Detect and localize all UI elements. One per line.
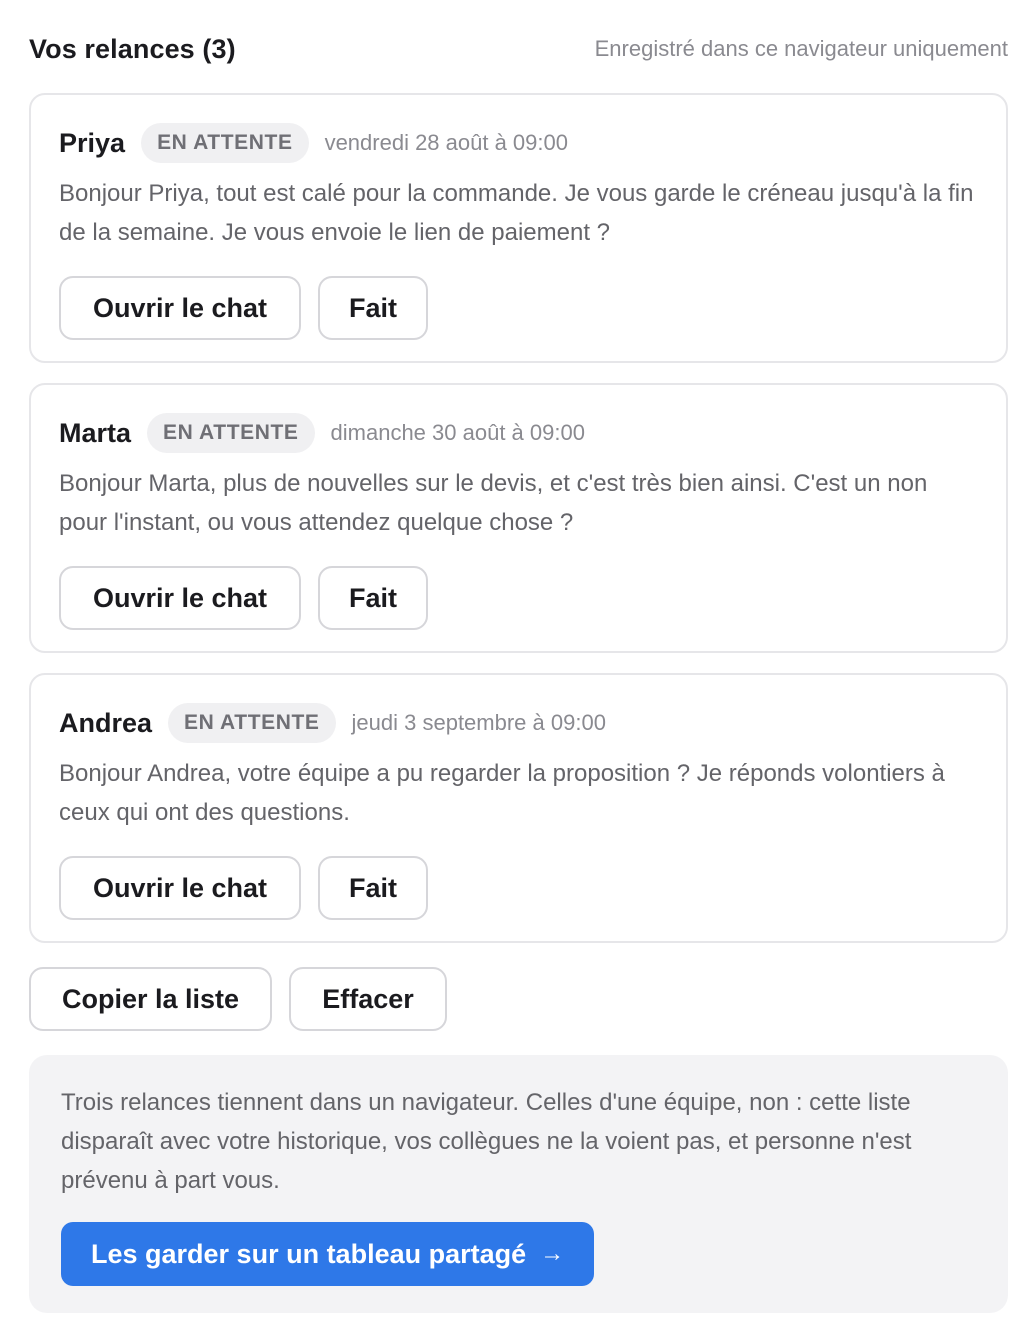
contact-name: Marta xyxy=(59,417,132,448)
status-badge: EN ATTENTE xyxy=(141,123,309,163)
clear-list-button[interactable]: Effacer xyxy=(289,967,447,1031)
shared-board-button[interactable] xyxy=(61,1222,594,1286)
followup-message: Bonjour Priya, tout est calé pour la commande. Je vous garde le créneau jusqu'à la fin de la semaine. Je vous envoie le lien de paiement ? xyxy=(59,180,974,246)
status-badge: EN ATTENTE xyxy=(147,413,315,453)
callout-text: Trois relances tiennent dans un navigateur. Celles d'une équipe, non : cette liste disparaît avec votre historique, vos collègues ne la voient pas, et personne n'est prévenu à part vous. xyxy=(61,1089,912,1194)
card-header xyxy=(59,121,978,165)
mark-done-button[interactable]: Fait xyxy=(318,566,428,630)
card-actions xyxy=(59,566,978,630)
panel-header xyxy=(29,26,1008,72)
storage-note: Enregistré dans ce navigateur uniquement xyxy=(594,36,1008,61)
shared-board-button-label: Les garder sur un tableau partagé xyxy=(91,1238,527,1269)
card-actions xyxy=(59,856,978,920)
card-actions xyxy=(59,276,978,340)
page-title: Vos relances (3) xyxy=(29,33,236,64)
copy-list-button[interactable]: Copier la liste xyxy=(29,967,272,1031)
card-header xyxy=(59,701,978,745)
followup-card-andrea xyxy=(29,673,1008,943)
card-header xyxy=(59,411,978,455)
shared-board-callout xyxy=(29,1055,1008,1313)
followup-message: Bonjour Andrea, votre équipe a pu regarder la proposition ? Je réponds volontiers à ceux qui ont des questions. xyxy=(59,760,945,826)
followup-message: Bonjour Marta, plus de nouvelles sur le devis, et c'est très bien ainsi. C'est un non pour l'instant, ou vous attendez quelque chose ? xyxy=(59,470,928,536)
followup-card-marta xyxy=(29,383,1008,653)
mark-done-button[interactable]: Fait xyxy=(318,856,428,920)
followup-card-priya xyxy=(29,93,1008,363)
scheduled-date: jeudi 3 septembre à 09:00 xyxy=(351,710,606,735)
scheduled-date: dimanche 30 août à 09:00 xyxy=(330,420,585,445)
open-chat-button[interactable]: Ouvrir le chat xyxy=(59,856,301,920)
contact-name: Priya xyxy=(59,127,126,158)
open-chat-button[interactable]: Ouvrir le chat xyxy=(59,566,301,630)
scheduled-date: vendredi 28 août à 09:00 xyxy=(324,130,568,155)
list-actions xyxy=(29,967,1008,1031)
status-badge: EN ATTENTE xyxy=(168,703,336,743)
arrow-right-icon: → xyxy=(540,1240,565,1267)
followups-panel xyxy=(29,26,1008,1313)
open-chat-button[interactable]: Ouvrir le chat xyxy=(59,276,301,340)
mark-done-button[interactable]: Fait xyxy=(318,276,428,340)
contact-name: Andrea xyxy=(59,707,153,738)
